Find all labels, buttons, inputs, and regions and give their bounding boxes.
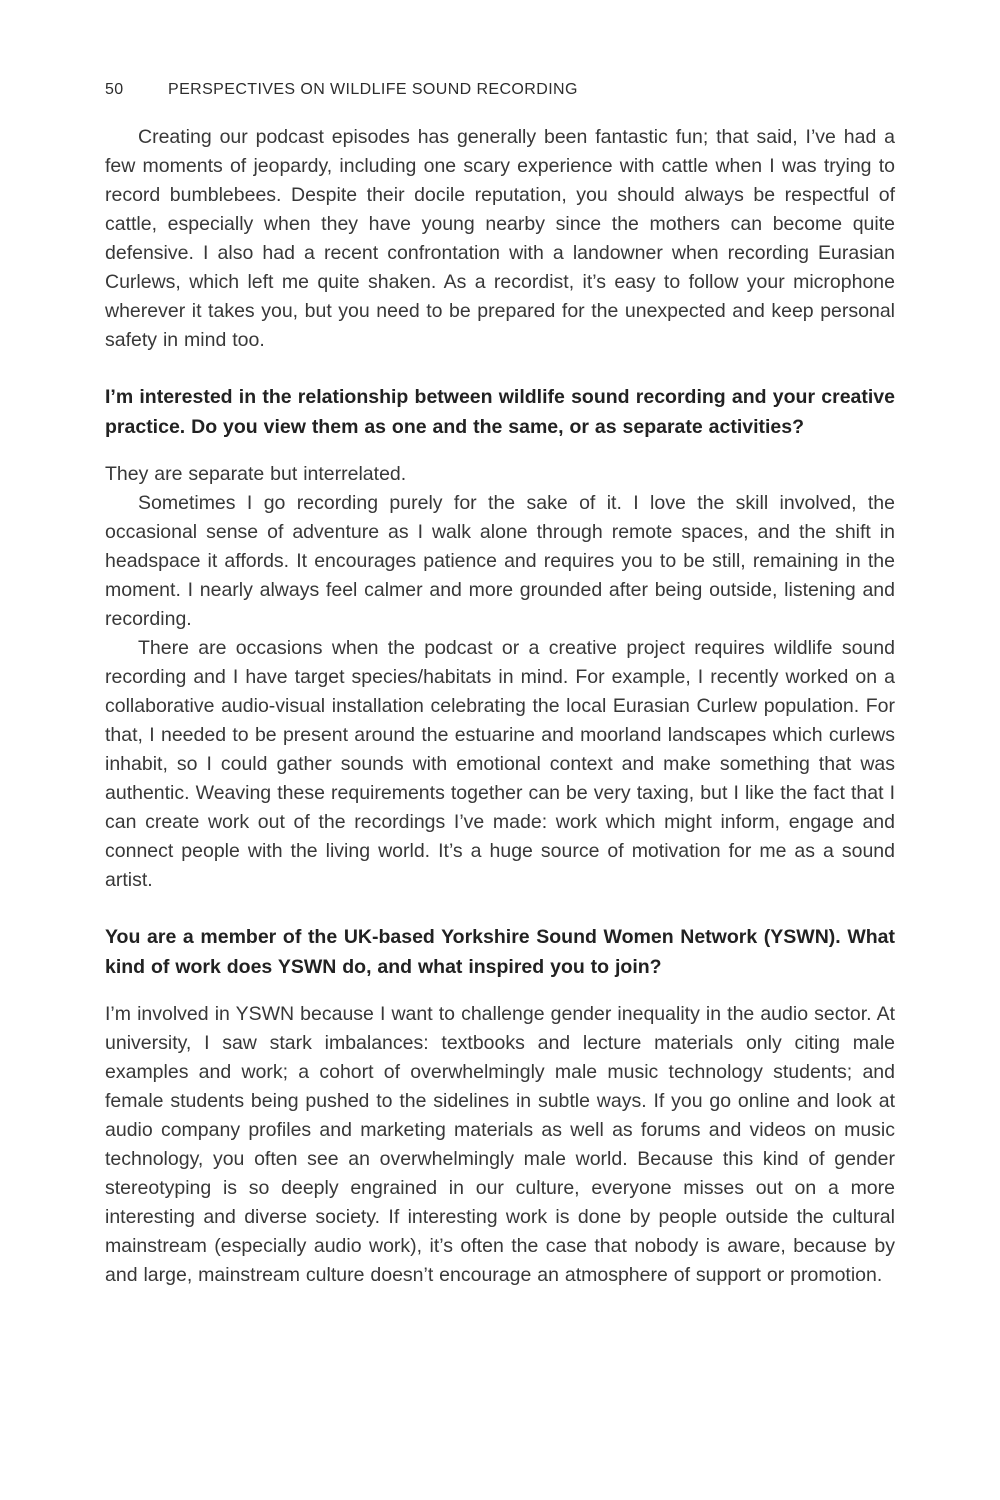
paragraph-occasions-podcast: There are occasions when the podcast or a creative project requires wildlife sound recording and I have target species/habitats in mind. For example, I recently worked on a collaborative audio-visual installation celebrating the local Eurasian Curlew population. For that, I needed to be present around the estuarine and moorland landscapes which curlews inhabit, so I could gather sounds with emotional context and make something that was authentic. Weaving these requirements together can be very taxing, but I like the fact that I can create work out of the recordings I’ve made: work which might inform, engage and connect people with the living world. It’s a huge source of motivation for me as a sound artist. bbox=[105, 637, 895, 891]
running-head bbox=[105, 80, 895, 100]
interview-question-yswn: You are a member of the UK-based Yorkshire Sound Women Network (YSWN). What kind of work does YSWN do, and what inspired you to join? bbox=[105, 926, 895, 978]
paragraph-separate-interrelated: They are separate but interrelated. bbox=[105, 463, 407, 485]
interview-question-creative-practice: I’m interested in the relationship between wildlife sound recording and your creative practice. Do you view them as one and the same, or as separate activities? bbox=[105, 386, 895, 438]
running-head-title: PERSPECTIVES ON WILDLIFE SOUND RECORDING bbox=[168, 81, 578, 98]
page-body bbox=[105, 123, 895, 1290]
page-number: 50 bbox=[105, 81, 124, 98]
paragraph-involved-yswn: I’m involved in YSWN because I want to challenge gender inequality in the audio sector. At university, I saw stark imbalances: textbooks and lecture materials only citing male examples and work; a cohort of overwhelmingly male music technology students; and female students being pushed to the sidelines in subtle ways. If you go online and look at audio company profiles and marketing materials as well as forums and videos on music technology, you often see an overwhelmingly male world. Because this kind of gender stereotyping is so deeply engrained in our culture, everyone misses out on a more interesting and diverse society. If interesting work is done by people outside the cultural mainstream (especially audio work), it’s often the case that nobody is aware, because by and large, mainstream culture doesn’t encourage an atmosphere of support or promotion. bbox=[105, 1003, 895, 1286]
paragraph-creating-podcast: Creating our podcast episodes has generally been fantastic fun; that said, I’ve had a few moments of jeopardy, including one scary experience with cattle when I was trying to record bumblebees. Despite their docile reputation, you should always be respectful of cattle, especially when they have young nearby since the mothers can become quite defensive. I also had a recent confrontation with a landowner when recording Eurasian Curlews, which left me quite shaken. As a recordist, it’s easy to follow your microphone wherever it takes you, but you need to be prepared for the unexpected and keep personal safety in mind too. bbox=[105, 126, 895, 351]
paragraph-sometimes-recording: Sometimes I go recording purely for the sake of it. I love the skill involved, the occasional sense of adventure as I walk alone through remote spaces, and the shift in headspace it affords. It encourages patience and requires you to be still, remaining in the moment. I nearly always feel calmer and more grounded after being outside, listening and recording. bbox=[105, 492, 895, 630]
